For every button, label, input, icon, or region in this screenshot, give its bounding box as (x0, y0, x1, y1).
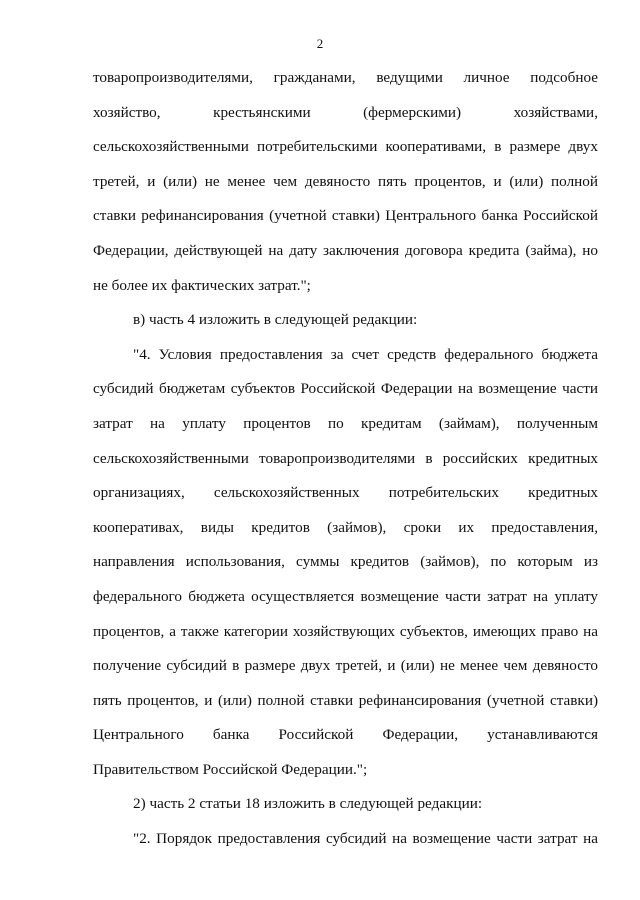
text-line: получение субсидий в размере двух третей, и (или) не менее чем девяносто (93, 657, 598, 675)
page-number: 2 (316, 36, 324, 51)
text-line: Федерации, действующей на дату заключения договора кредита (займа), но (93, 241, 598, 259)
text-line: Центрального банка Российской Федерации, устанавливаются (93, 726, 598, 744)
text-line: кооперативах, виды кредитов (займов), сроки их предоставления, (93, 518, 598, 536)
text-line: "4. Условия предоставления за счет средств федерального бюджета (133, 345, 598, 363)
text-line: сельскохозяйственными товаропроизводителями в российских кредитных (93, 449, 598, 467)
document-body (93, 61, 598, 857)
text-line: хозяйство, крестьянскими (фермерскими) хозяйствами, (93, 103, 598, 121)
text-line: направления использования, суммы кредитов (займов), по которым из (93, 553, 598, 571)
text-line: 2) часть 2 статьи 18 изложить в следующей редакции: (133, 795, 483, 813)
text-line: "2. Порядок предоставления субсидий на возмещение части затрат на (133, 830, 598, 848)
text-line: федерального бюджета осуществляется возмещение части затрат на уплату (93, 587, 598, 605)
text-line: затрат на уплату процентов по кредитам (займам), полученным (93, 414, 598, 432)
text-line: пять процентов, и (или) полной ставки рефинансирования (учетной ставки) (93, 691, 598, 709)
text-line: в) часть 4 изложить в следующей редакции: (133, 311, 418, 329)
text-line: ставки рефинансирования (учетной ставки) Центрального банка Российской (93, 207, 598, 225)
text-line: не более их фактических затрат."; (93, 276, 311, 294)
text-line: Правительством Российской Федерации."; (93, 760, 368, 778)
text-line: организациях, сельскохозяйственных потребительских кредитных (93, 484, 598, 502)
text-line: третей, и (или) не менее чем девяносто пять процентов, и (или) полной (93, 172, 598, 190)
text-line: субсидий бюджетам субъектов Российской Федерации на возмещение части (93, 380, 598, 398)
text-line: товаропроизводителями, гражданами, ведущими личное подсобное (93, 69, 598, 86)
text-line: процентов, а также категории хозяйствующих субъектов, имеющих право на (93, 622, 598, 640)
text-line: сельскохозяйственными потребительскими кооперативами, в размере двух (93, 138, 598, 156)
